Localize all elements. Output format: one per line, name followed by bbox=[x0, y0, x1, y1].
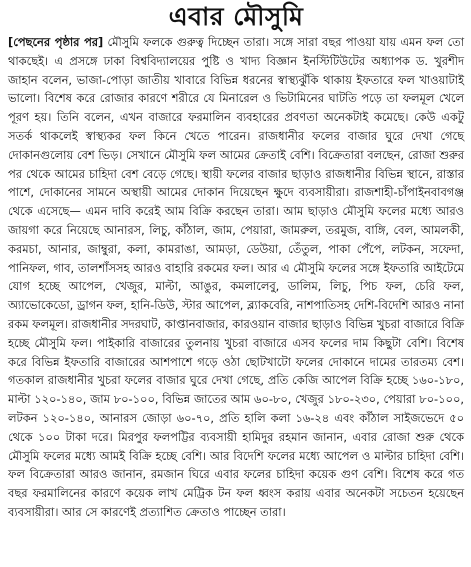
article-body bbox=[8, 33, 464, 522]
body-text: মৌসুমি ফলকে গুরুত্ব দিচ্ছেন তারা। সঙ্গে সারা বছর পাওয়া যায় এমন ফল তো থাকছেই। এ প্রসঙ্গে ঢাকা বিশ্ববিদ্যালয়ের পুষ্টি ও খাদ্য বিজ্ঞান ইনস্টিটিউটের অধ্যাপক ড. খুরশীদ জাহান বলেন, ভাজা-পোড়া জাতীয় খাবারে বিভিন্ন ধরনের স্বাস্থ্যঝুঁকি থাকায় ইফতারে ফল খাওয়াটাই ভালো। বিশেষ করে রোজার কারণে শরীরে যে মিনারেল ও ভিটামিনের ঘাটতি পড়ে তা ফলমূল খেলে পূরণ হয়। তিনি বলেন, এখন বাজারে ফরমালিন ব্যবহারের প্রবণতা অনেকটাই কমেছে। কেউ একটু সতর্ক থাকলেই স্বাস্থ্যকর ফল কিনে খেতে পারেন। রাজধানীর ফলের বাজার ঘুরে দেখা গেছে দোকানগুলোয় বেশ ভিড়। সেখানে মৌসুমি ফল আমের ক্রেতাই বেশি। বিক্রেতারা বলছেন, রোজা শুরুর পর থেকে আমের চাহিদা বেশ বেড়ে গেছে। স্থায়ী ফলের বাজার ছাড়াও রাজধানীর বিভিন্ন স্থানে, রাস্তার পাশে, দোকানের সামনে অস্থায়ী আমের দোকান দিয়েছেন ক্ষুদে ব্যবসায়ীরা। রাজশাহী-চাঁপাইনবাবগঞ্জ থেকে এসেছে— এমন দাবি করেই আম বিক্রি করছেন তারা। আম ছাড়াও মৌসুমি ফলের মধ্যে আরও জায়গা করে নিয়েছে আনারস, লিচু, কাঁঠাল, জাম, পেয়ারা, জামরুল, তরমুজ, বাঙ্গি, বেল, আমলকী, করমচা, আনার, জাম্বুরা, কলা, কামরাঙা, আমড়া, ডেউয়া, তেঁতুল, পাকা পেঁপে, লটকন, সফেদা, পানিফল, গাব, তালশাঁসসহ আরও বাহারি রকমের ফল। আর এ মৌসুমি ফলের সঙ্গে ইফতারি আইটেমে যোগ হচ্ছে আপেল, খেজুর, মাল্টা, আঙুর, কমলালেবু, ডালিম, লিচু, পিচ ফল, চেরি ফল, অ্যাভোকেডো, ড্রাগন ফল, হানি-ডিউ, স্টার আপেল, ব্ল্যাকবেরি, নাশপাতিসহ দেশি-বিদেশি আরও নানা রকম ফলমূল। রাজধানীর সদরঘাট, কাপ্তানবাজার, কারওয়ান বাজার ছাড়াও বিভিন্ন খুচরা বাজারে বিক্রি হচ্ছে মৌসুমি ফল। পাইকারি বাজারের তুলনায় খুচরা বাজারে এসব ফলের দাম কিছুটা বেশি। বিশেষ করে বিভিন্ন ইফতারি বাজারের আশপাশে গড়ে ওঠা ছোটখাটো ফলের দোকানে দামের তারতম্য বেশ। গতকাল রাজধানীর খুচরা ফলের বাজার ঘুরে দেখা গেছে, প্রতি কেজি আপেল বিক্রি হচ্ছে ১৬০-১৮০, মাল্টা ১২০-১৪০, জাম ৮০-১০০, বিভিন্ন জাতের আম ৬০-৮০, খেজুর ১৮০-২৩০, পেয়ারা ৮০-১০০, লটকন ১২০-১৪০, আনারস জোড়া ৬০-৭০, প্রতি হালি কলা ১৬-২৪ এবং কাঁঠাল সাইজভেদে ৫০ থেকে ১০০ টাকা দরে। মিরপুর ফলপট্টির ব্যবসায়ী হামিদুর রহমান জানান, এবার রোজা শুরু থেকে মৌসুমি ফলের মধ্যে আমই বিক্রি হচ্ছে বেশি। আর বিদেশি ফলের মধ্যে আপেল ও মাল্টার চাহিদা বেশি। ফল বিক্রেতারা আরও জানান, রমজান ঘিরে এবার ফলের চাহিদা কয়েক গুণ বেশি। বিশেষ করে গত বছর ফরমালিনের কারণে কয়েক লাখ মেট্রিক টন ফল ধ্বংস করায় এবার অনেকটা সচেতন হয়েছেন ব্যবসায়ীরা। আর সে কারণেই প্রত্যাশিত ক্রেতাও পাচ্ছেন তারা। bbox=[8, 35, 465, 519]
continuation-tag: [পেছনের পৃষ্ঠার পর] bbox=[8, 35, 104, 49]
headline: এবার মৌসুমি bbox=[168, 2, 304, 31]
